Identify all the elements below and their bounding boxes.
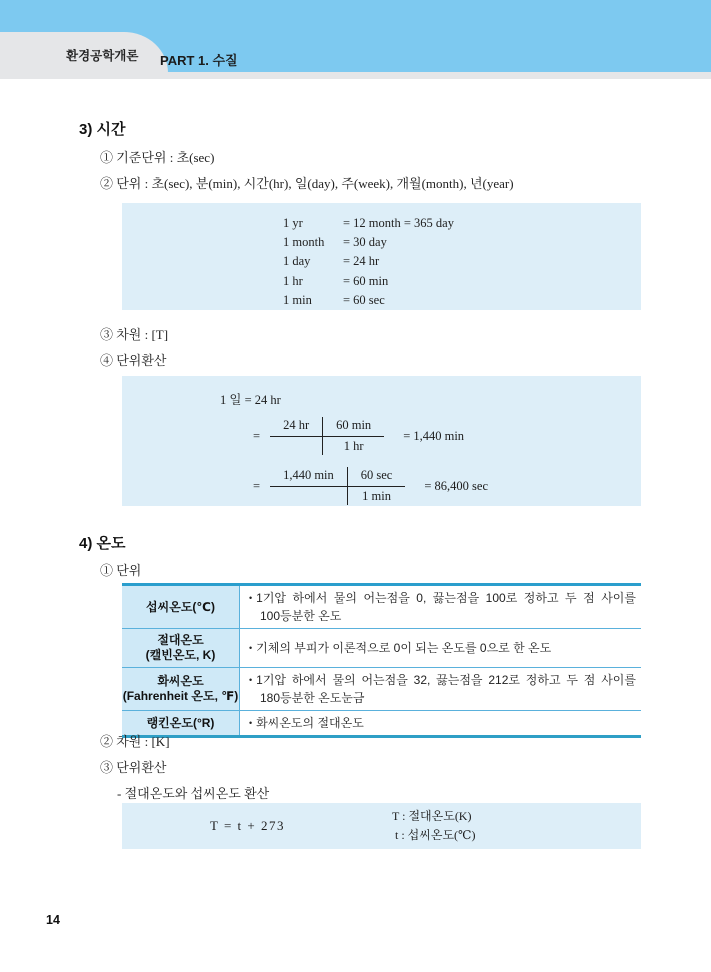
- item-dimension-t: ③ 차원 : [T]: [100, 327, 169, 342]
- term-cell: [122, 629, 240, 667]
- item-units: ② 단위 : 초(sec), 분(min), 시간(hr), 일(day), 주(week), 개월(month), 년(year): [100, 176, 514, 191]
- denominator-left: [270, 487, 348, 505]
- item-dimension-k: ② 차원 : [K]: [100, 734, 170, 749]
- bullet-marker: •: [249, 718, 253, 728]
- unit-label: 1 month: [283, 235, 325, 250]
- numerator-left: 1,440 min: [270, 467, 348, 487]
- term-cell: [122, 668, 240, 710]
- bullet-marker: •: [249, 643, 253, 653]
- bullet-marker: •: [249, 593, 253, 603]
- term-line-1: 절대온도: [157, 633, 204, 647]
- calc-step: [253, 467, 488, 505]
- book-title: 환경공학개론: [66, 49, 139, 63]
- sub-item-abs-celsius-conversion: - 절대온도와 섭씨온도 환산: [117, 786, 270, 801]
- conversion-list: [283, 214, 641, 310]
- time-conversion-box: [122, 203, 641, 310]
- numerator-left: 24 hr: [270, 417, 323, 437]
- table-row: [122, 628, 641, 667]
- conversion-line: [283, 252, 641, 271]
- unit-label: 1 day: [283, 254, 311, 269]
- term-line-1: 랭킨온도(°R): [146, 715, 215, 730]
- equals-sign: =: [253, 428, 261, 443]
- numerator-right: 60 min: [323, 417, 384, 437]
- conversion-value: = 60 min: [343, 273, 389, 288]
- unit-label: 1 yr: [283, 216, 303, 230]
- header-gray-strip: [0, 72, 711, 79]
- conversion-line: [283, 233, 641, 252]
- conversion-line: [283, 272, 641, 291]
- part-label: PART 1. 수질: [160, 53, 238, 68]
- term-line-1: 섭씨온도(℃): [146, 599, 215, 614]
- conversion-line: [283, 291, 641, 310]
- denominator-right: 1 min: [362, 489, 391, 503]
- item-unit-conversion-temp: ③ 단위환산: [100, 760, 167, 775]
- term-line-2: (Fahrenheit 온도, ℉): [122, 689, 239, 703]
- item-unit: ① 단위: [100, 563, 142, 578]
- term-cell: [122, 586, 240, 628]
- unit-label: 1 min: [283, 292, 312, 307]
- formula-legend: [392, 807, 475, 845]
- conversion-value: = 12 month = 365 day: [343, 216, 454, 230]
- conversion-line: [283, 214, 641, 233]
- section-heading-temp: 4) 온도: [79, 535, 126, 552]
- step-result: = 86,400 sec: [424, 478, 488, 493]
- desc-cell: [240, 629, 641, 667]
- desc-text: 기체의 부피가 이론적으로 0이 되는 온도를 0으로 한 온도: [256, 641, 552, 655]
- term-line-2: (캘빈온도, K): [145, 648, 216, 662]
- section-heading-time: 3) 시간: [79, 121, 126, 138]
- conversion-value: = 60 sec: [343, 292, 385, 307]
- temperature-table: [122, 583, 641, 738]
- denominator-left: [270, 437, 323, 455]
- desc-text: 1기압 하에서 물의 어는점을 32, 끓는점을 212로 정하고 두 점 사이를 180등분한 온도눈금: [256, 673, 636, 705]
- conversion-value: = 24 hr: [343, 254, 380, 269]
- temperature-formula-box: [122, 803, 641, 849]
- desc-cell: [240, 586, 641, 628]
- table-row: [122, 710, 641, 735]
- page-number: 14: [46, 913, 60, 927]
- desc-cell: [240, 668, 641, 710]
- time-calc-box: [122, 376, 641, 506]
- unit-label: 1 hr: [283, 273, 303, 288]
- numerator-right: 60 sec: [348, 467, 406, 487]
- step-result: = 1,440 min: [403, 428, 465, 443]
- term-line-1: 화씨온도: [157, 674, 204, 688]
- table-row: [122, 586, 641, 628]
- denominator-right: 1 hr: [343, 439, 364, 453]
- desc-text: 화씨온도의 절대온도: [256, 716, 364, 730]
- legend-line-2: t : 섭씨온도(℃): [395, 828, 476, 842]
- calc-line-1-day: 1 일 = 24 hr: [220, 393, 281, 407]
- legend-line-1: T : 절대온도(K): [392, 809, 472, 823]
- item-unit-conversion-time: ④ 단위환산: [100, 353, 167, 368]
- calc-step: [253, 417, 464, 455]
- item-base-unit: ① 기준단위 : 초(sec): [100, 150, 215, 165]
- desc-text: 1기압 하에서 물의 어는점을 0, 끓는점을 100로 정하고 두 점 사이를 100등분한 온도: [256, 591, 636, 623]
- bullet-marker: •: [249, 675, 253, 685]
- dimensional-fraction: [270, 417, 384, 455]
- dimensional-fraction: [270, 467, 405, 505]
- equals-sign: =: [253, 478, 261, 493]
- desc-cell: [240, 711, 641, 735]
- table-row: [122, 667, 641, 710]
- conversion-value: = 30 day: [343, 235, 387, 250]
- formula-text: T = t + 273: [210, 818, 285, 833]
